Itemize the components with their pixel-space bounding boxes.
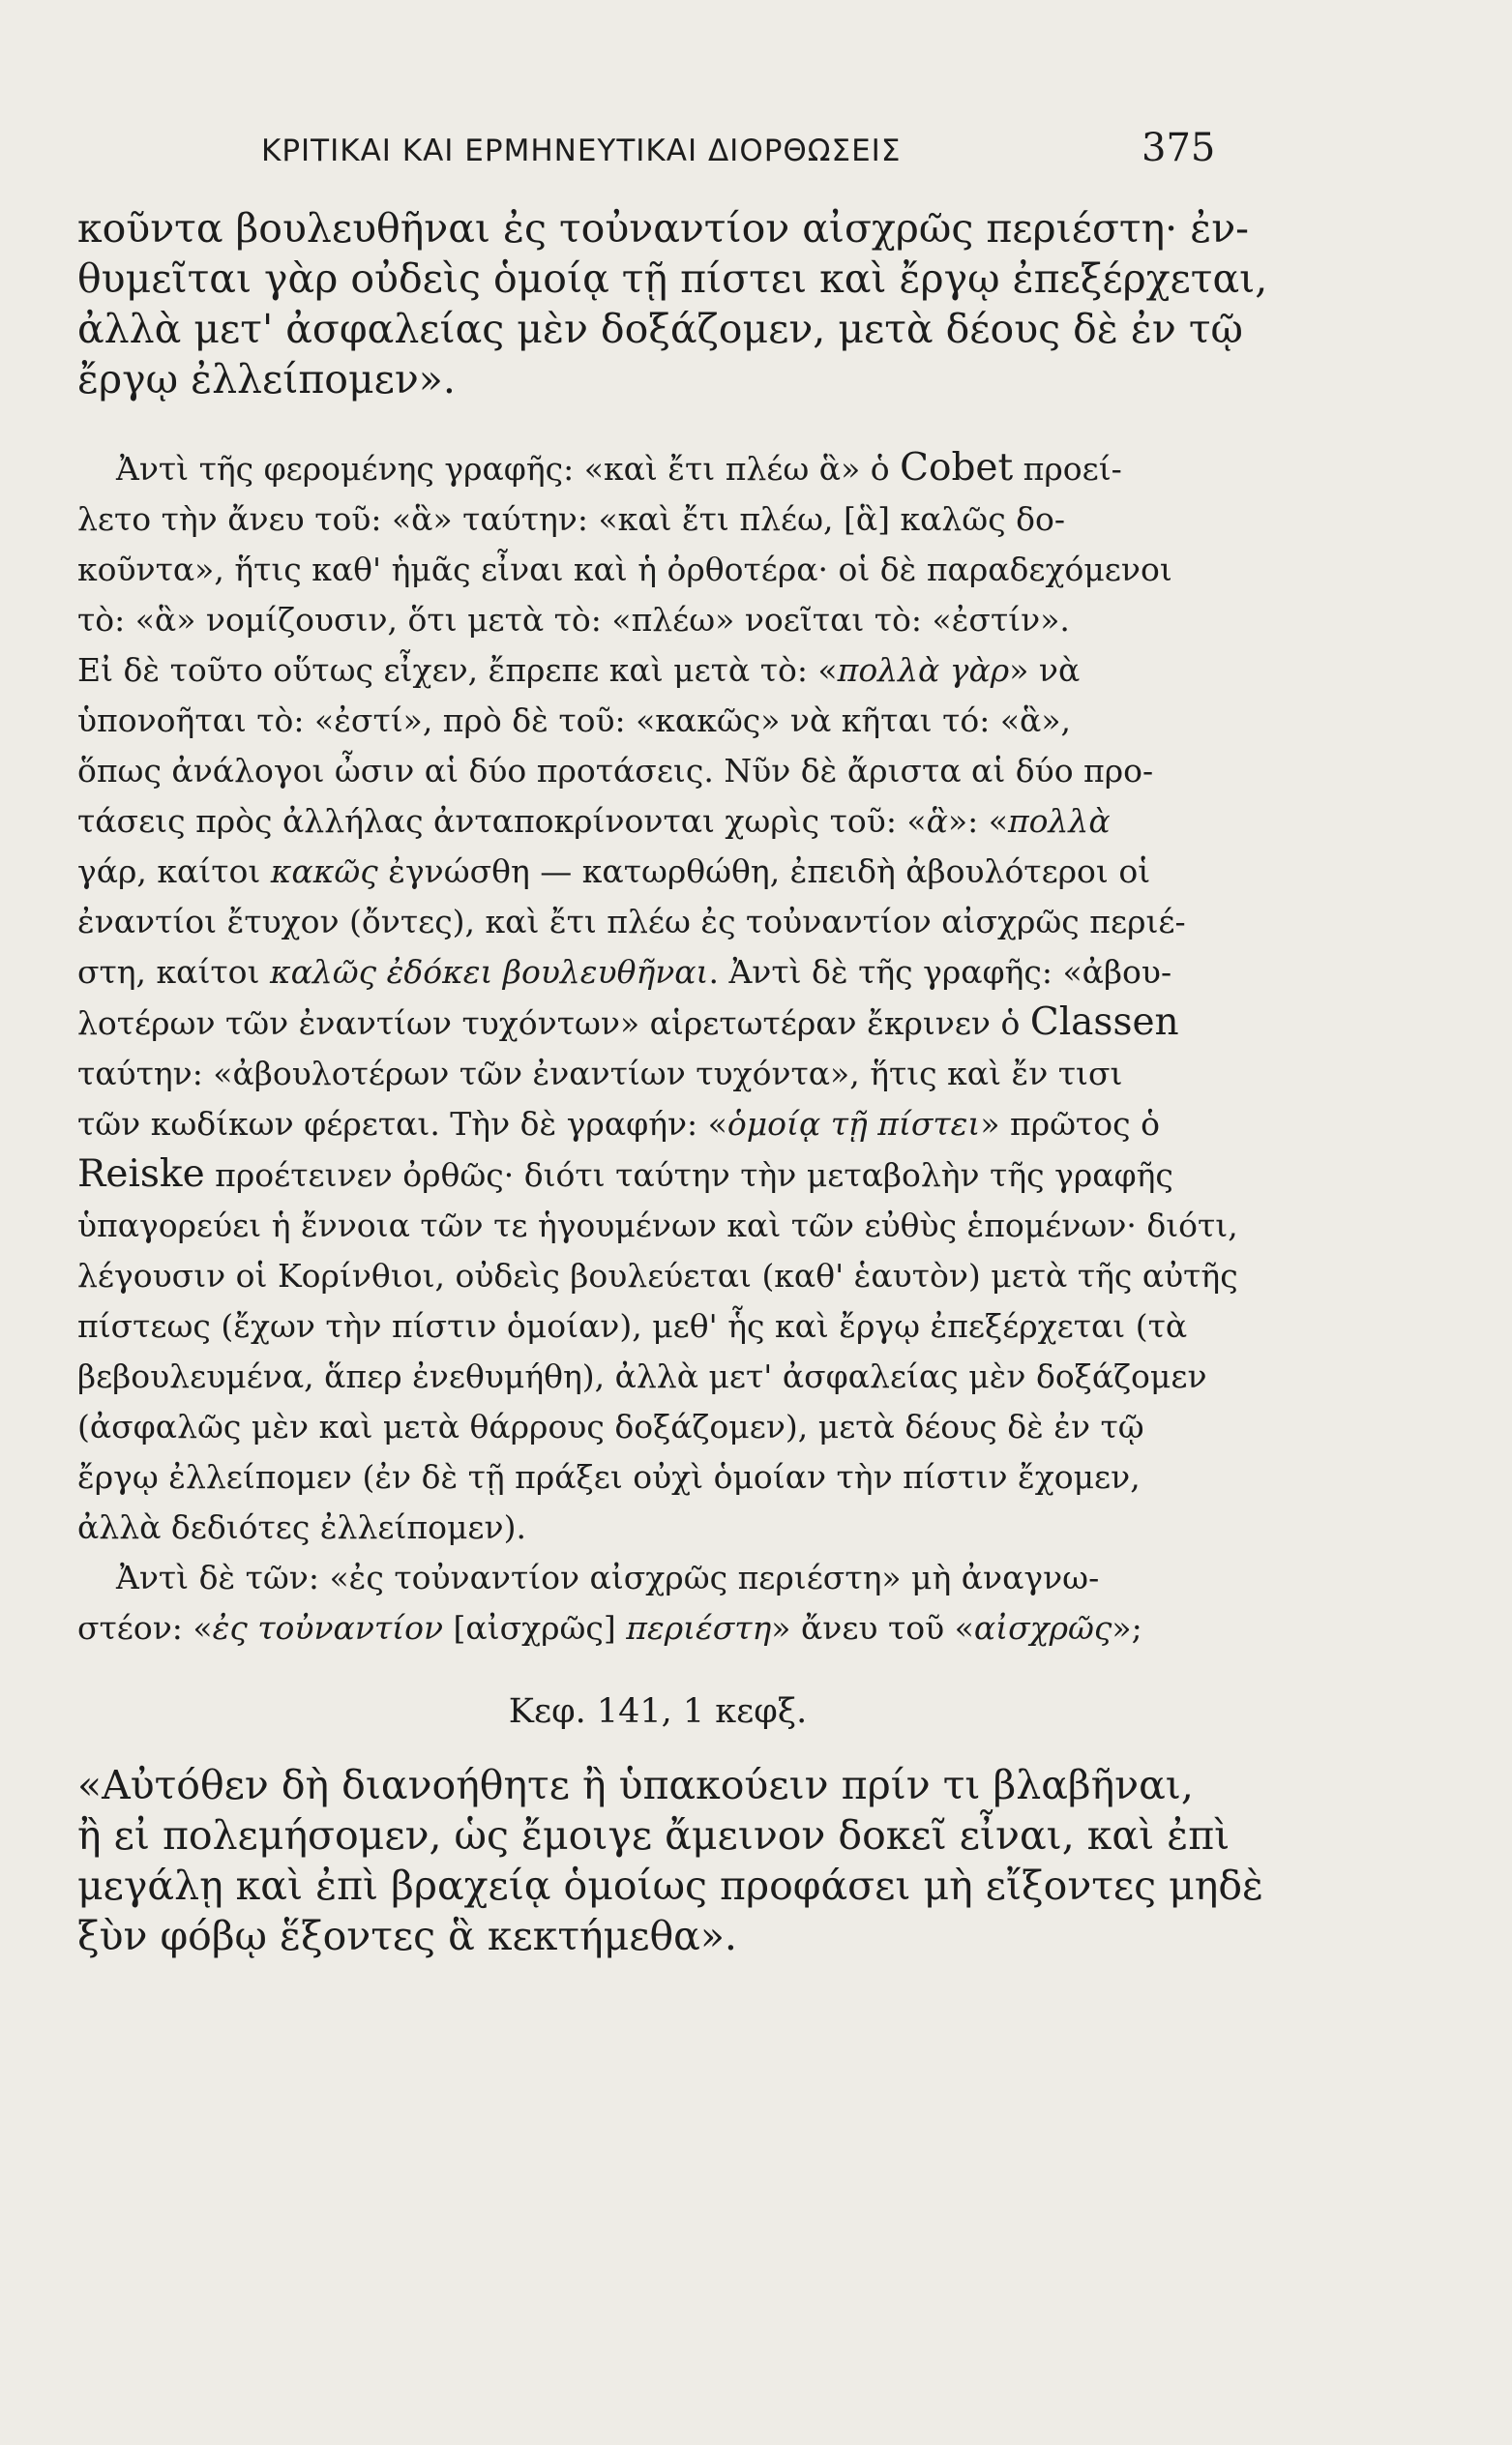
name-cobet: Cobet — [900, 446, 1014, 490]
text-line: μεγάλῃ καὶ ἐπὶ βραχείᾳ ὁμοίως προφάσει μὴ εἴξοντες μηδὲ — [77, 1863, 1264, 1909]
name-classen: Classen — [1029, 1000, 1179, 1044]
text-line: θυμεῖται γὰρ οὐδεὶς ὁμοίᾳ τῇ πίστει καὶ ἔργῳ ἐπεξέρχεται, — [77, 255, 1268, 302]
text-line: λετο τὴν ἄνευ τοῦ: «ἃ» ταύτην: «καὶ ἔτι πλέω, [ἃ] καλῶς δο- — [77, 500, 1066, 538]
text-line: ὅπως ἀνάλογοι ὦσιν αἱ δύο προτάσεις. Νῦν δὲ ἄριστα αἱ δύο προ- — [77, 752, 1154, 790]
text-line: ὑπαγορεύει ἡ ἔννοια τῶν τε ἡγουμένων καὶ τῶν εὐθὺς ἑπομένων· διότι, — [77, 1207, 1238, 1244]
text-line: ἔργῳ ἐλλείπομεν». — [77, 356, 456, 403]
text-line: ἔργῳ ἐλλείπομεν (ἐν δὲ τῇ πράξει οὐχὶ ὁμοίαν τὴν πίστιν ἔχομεν, — [77, 1458, 1141, 1496]
text-line: γάρ, καίτοι κακῶς ἐγνώσθη — κατωρθώθη, ἐπειδὴ ἀβουλότεροι οἱ — [77, 852, 1151, 890]
text-line: τάσεις πρὸς ἀλλήλας ἀνταποκρίνονται χωρὶς τοῦ: «ἃ»: «πολλὰ — [77, 802, 1111, 840]
text-line: ἀλλὰ δεδιότες ἐλλείπομεν). — [77, 1508, 526, 1546]
text-line: ταύτην: «ἀβουλοτέρων τῶν ἐναντίων τυχόντα», ἥτις καὶ ἔν τισι — [77, 1055, 1123, 1092]
text-line: Ἀντὶ τῆς φερομένης γραφῆς: «καὶ ἔτι πλέω ἃ» ὁ Cobet προεί- — [116, 446, 1122, 490]
running-title: ΚΡΙΤΙΚΑΙ ΚΑΙ ΕΡΜΗΝΕΥΤΙΚΑΙ ΔΙΟΡΘΩΣΕΙΣ — [261, 134, 902, 168]
text-line: ἢ εἰ πολεμήσομεν, ὡς ἔμοιγε ἄμεινον δοκεῖ εἶναι, καὶ ἐπὶ — [77, 1812, 1230, 1859]
text-line: ὑπονοῆται τὸ: «ἐστί», πρὸ δὲ τοῦ: «κακῶς» νὰ κῆται τό: «ἃ», — [77, 701, 1071, 739]
text-line: ἀλλὰ μετ' ἀσφαλείας μὲν δοξάζομεν, μετὰ δέους δὲ ἐν τῷ — [77, 306, 1243, 352]
commentary-paragraph — [77, 443, 1238, 1654]
text-line: τὸ: «ἃ» νομίζουσιν, ὅτι μετὰ τὸ: «πλέω» νοεῖται τὸ: «ἐστίν». — [77, 601, 1070, 639]
text-line: λοτέρων τῶν ἐναντίων τυχόντων» αἱρετωτέραν ἔκρινεν ὁ Classen — [77, 1000, 1179, 1044]
text-line: κοῦντα», ἥτις καθ' ἡμᾶς εἶναι καὶ ἡ ὀρθοτέρα· οἱ δὲ παραδεχόμενοι — [77, 551, 1172, 588]
page-header — [0, 124, 1512, 182]
text-line: στη, καίτοι καλῶς ἐδόκει βουλευθῆναι. Ἀντὶ δὲ τῆς γραφῆς: «ἀβου- — [77, 953, 1172, 991]
body-text — [77, 203, 1268, 1961]
text-line: κοῦντα βουλευθῆναι ἐς τοὐναντίον αἰσχρῶς περιέστη· ἐν- — [77, 205, 1250, 252]
name-reiske: Reiske — [77, 1152, 205, 1196]
text-line: τῶν κωδίκων φέρεται. Τὴν δὲ γραφήν: «ὁμοίᾳ τῇ πίστει» πρῶτος ὁ — [77, 1105, 1160, 1143]
quotation-continued — [77, 203, 1268, 404]
text-line: Reiske προέτεινεν ὀρθῶς· διότι ταύτην τὴν μεταβολὴν τῆς γραφῆς — [77, 1152, 1173, 1196]
text-line: Εἰ δὲ τοῦτο οὕτως εἶχεν, ἔπρεπε καὶ μετὰ τὸ: «πολλὰ γὰρ» νὰ — [77, 651, 1081, 689]
quotation — [77, 1760, 1264, 1961]
section-heading: Κεφ. 141, 1 κεφξ. — [508, 1692, 808, 1731]
page-number: 375 — [1141, 126, 1216, 170]
text-line: Ἀντὶ δὲ τῶν: «ἐς τοὐναντίον αἰσχρῶς περιέστη» μὴ ἀναγνω- — [116, 1559, 1100, 1596]
text-line: πίστεως (ἔχων τὴν πίστιν ὁμοίαν), μεθ' ἧς καὶ ἔργῳ ἐπεξέρχεται (τὰ — [77, 1307, 1188, 1345]
text-line: (ἀσφαλῶς μὲν καὶ μετὰ θάρρους δοξάζομεν), μετὰ δέους δὲ ἐν τῷ — [77, 1408, 1144, 1446]
text-line: «Αὐτόθεν δὴ διανοήθητε ἢ ὑπακούειν πρίν τι βλαβῆναι, — [77, 1762, 1194, 1808]
text-line: λέγουσιν οἱ Κορίνθιοι, οὐδεὶς βουλεύεται (καθ' ἑαυτὸν) μετὰ τῆς αὐτῆς — [77, 1257, 1238, 1295]
text-line: βεβουλευμένα, ἅπερ ἐνεθυμήθη), ἀλλὰ μετ' ἀσφαλείας μὲν δοξάζομεν — [77, 1357, 1207, 1395]
text-line: στέον: «ἐς τοὐναντίον [αἰσχρῶς] περιέστη» ἄνευ τοῦ «αἰσχρῶς»; — [77, 1609, 1142, 1647]
text-line: ξὺν φόβῳ ἕξοντες ἃ κεκτήμεθα». — [77, 1913, 737, 1959]
text-line: ἐναντίοι ἔτυχον (ὄντες), καὶ ἔτι πλέω ἐς τοὐναντίον αἰσχρῶς περιέ- — [77, 903, 1186, 940]
